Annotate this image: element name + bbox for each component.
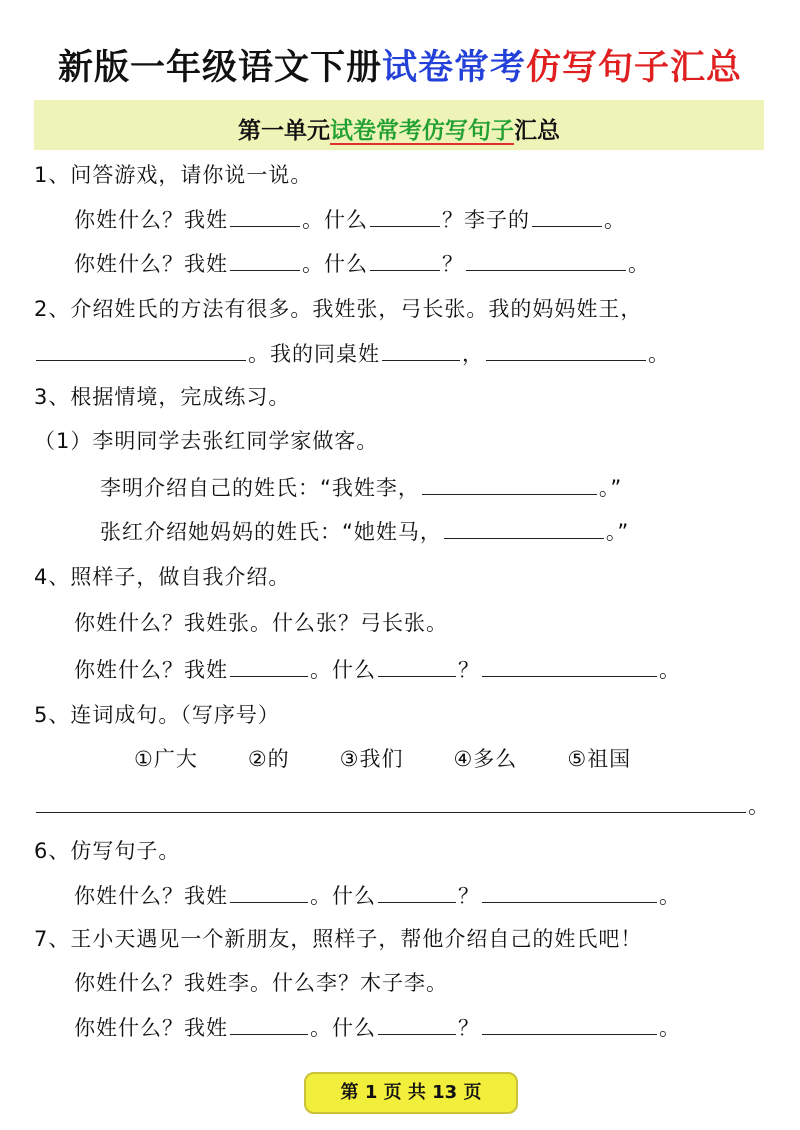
section-heading-prefix: 第一单元 xyxy=(238,118,330,144)
title-part-2: 试卷常考 xyxy=(381,48,526,88)
page-title xyxy=(0,40,800,90)
section-heading xyxy=(34,112,764,145)
q6-l1-text-c: ？ xyxy=(458,884,480,908)
q7-l1-text-d: 。 xyxy=(659,1016,681,1040)
section-heading-highlight: 试卷常考仿写句子 xyxy=(330,118,514,144)
q4-l1-text-b: 。什么 xyxy=(310,658,376,682)
q6-line-1 xyxy=(74,880,681,910)
q7-l1-text-c: ？ xyxy=(458,1016,480,1040)
answer-blank[interactable] xyxy=(230,654,308,677)
q3-l2-text-a: 张红介绍她妈妈的姓氏：“她姓马， xyxy=(100,520,442,544)
q6-l1-text-b: 。什么 xyxy=(310,884,376,908)
q1-l2-text-b: 。什么 xyxy=(302,252,368,276)
q5-options xyxy=(134,744,681,774)
q5-option: ⑤祖国 xyxy=(567,747,632,771)
q6-l1-text-d: 。 xyxy=(659,884,681,908)
q1-l1-text-b: 。什么 xyxy=(302,208,368,232)
title-part-3: 仿写句子汇总 xyxy=(526,48,743,88)
q7-example: 你姓什么？我姓李。什么李？木子李。 xyxy=(74,971,448,995)
q2-l1-text-c: 。 xyxy=(648,342,670,366)
q1-l1-text-a: 你姓什么？我姓 xyxy=(74,208,228,232)
q3-stem: 3、根据情境，完成练习。 xyxy=(34,385,291,409)
answer-blank[interactable] xyxy=(230,248,300,271)
answer-blank[interactable] xyxy=(382,338,460,361)
answer-blank[interactable] xyxy=(444,516,604,539)
answer-blank[interactable] xyxy=(482,654,657,677)
q1-l2-text-c: ？ xyxy=(442,252,464,276)
q4-stem: 4、照样子，做自我介绍。 xyxy=(34,565,291,589)
answer-blank[interactable] xyxy=(486,338,646,361)
page-number-badge: 第 1 页 共 13 页 xyxy=(304,1072,518,1114)
answer-blank[interactable] xyxy=(466,248,626,271)
q6-l1-text-a: 你姓什么？我姓 xyxy=(74,884,228,908)
q4-l1-text-c: ？ xyxy=(458,658,480,682)
q3-l1-text-a: 李明介绍自己的姓氏：“我姓李， xyxy=(100,476,420,500)
q2-line-1 xyxy=(34,338,670,368)
q4-line-1 xyxy=(74,654,681,684)
answer-blank[interactable] xyxy=(370,204,440,227)
q3-l2-text-b: 。” xyxy=(605,520,630,544)
answer-blank[interactable] xyxy=(230,880,308,903)
q5-option: ③我们 xyxy=(339,747,404,771)
q1-l2-text-d: 。 xyxy=(628,252,650,276)
title-part-1: 新版一年级语文下册 xyxy=(57,48,382,88)
answer-blank[interactable] xyxy=(230,1012,308,1035)
q1-l1-text-c: ？李子的 xyxy=(442,208,530,232)
q3-l1-text-b: 。” xyxy=(598,476,623,500)
q5-option: ④多么 xyxy=(453,747,518,771)
answer-blank[interactable] xyxy=(36,338,246,361)
q7-l1-text-b: 。什么 xyxy=(310,1016,376,1040)
answer-blank[interactable] xyxy=(532,204,602,227)
q2-stem: 2、介绍姓氏的方法有很多。我姓张，弓长张。我的妈妈姓王， xyxy=(34,297,643,321)
q7-stem: 7、王小天遇见一个新朋友，照样子，帮他介绍自己的姓氏吧！ xyxy=(34,927,643,951)
answer-blank[interactable] xyxy=(378,880,456,903)
q4-l1-text-d: 。 xyxy=(659,658,681,682)
q5-option: ①广大 xyxy=(134,747,198,771)
section-heading-suffix: 汇总 xyxy=(514,118,560,144)
answer-blank[interactable] xyxy=(378,654,456,677)
q5-stem: 5、连词成句。（写序号） xyxy=(34,703,280,727)
q5-option: ②的 xyxy=(247,747,290,771)
answer-blank[interactable] xyxy=(482,880,657,903)
q3-subquestion: （1）李明同学去张红同学家做客。 xyxy=(34,429,379,453)
q4-example: 你姓什么？我姓张。什么张？弓长张。 xyxy=(74,611,448,635)
q7-line-1 xyxy=(74,1012,681,1042)
q5-answer-line xyxy=(34,790,770,820)
q1-stem: 1、问答游戏，请你说一说。 xyxy=(34,163,313,187)
q3-line-1 xyxy=(100,472,622,502)
q1-l1-text-d: 。 xyxy=(604,208,626,232)
q1-line-2 xyxy=(74,248,650,278)
q4-l1-text-a: 你姓什么？我姓 xyxy=(74,658,228,682)
q6-stem: 6、仿写句子。 xyxy=(34,839,181,863)
q2-l1-text-a: 。我的同桌姓 xyxy=(248,342,380,366)
answer-blank[interactable] xyxy=(378,1012,456,1035)
q3-line-2 xyxy=(100,516,629,546)
answer-blank[interactable] xyxy=(36,790,746,813)
answer-blank[interactable] xyxy=(482,1012,657,1035)
answer-blank[interactable] xyxy=(422,472,597,495)
answer-blank[interactable] xyxy=(230,204,300,227)
q1-l2-text-a: 你姓什么？我姓 xyxy=(74,252,228,276)
answer-blank[interactable] xyxy=(370,248,440,271)
q7-l1-text-a: 你姓什么？我姓 xyxy=(74,1016,228,1040)
q5-end-mark: 。 xyxy=(748,794,770,818)
q2-l1-text-b: ， xyxy=(462,342,484,366)
section-banner xyxy=(34,100,764,150)
q1-line-1 xyxy=(74,204,626,234)
